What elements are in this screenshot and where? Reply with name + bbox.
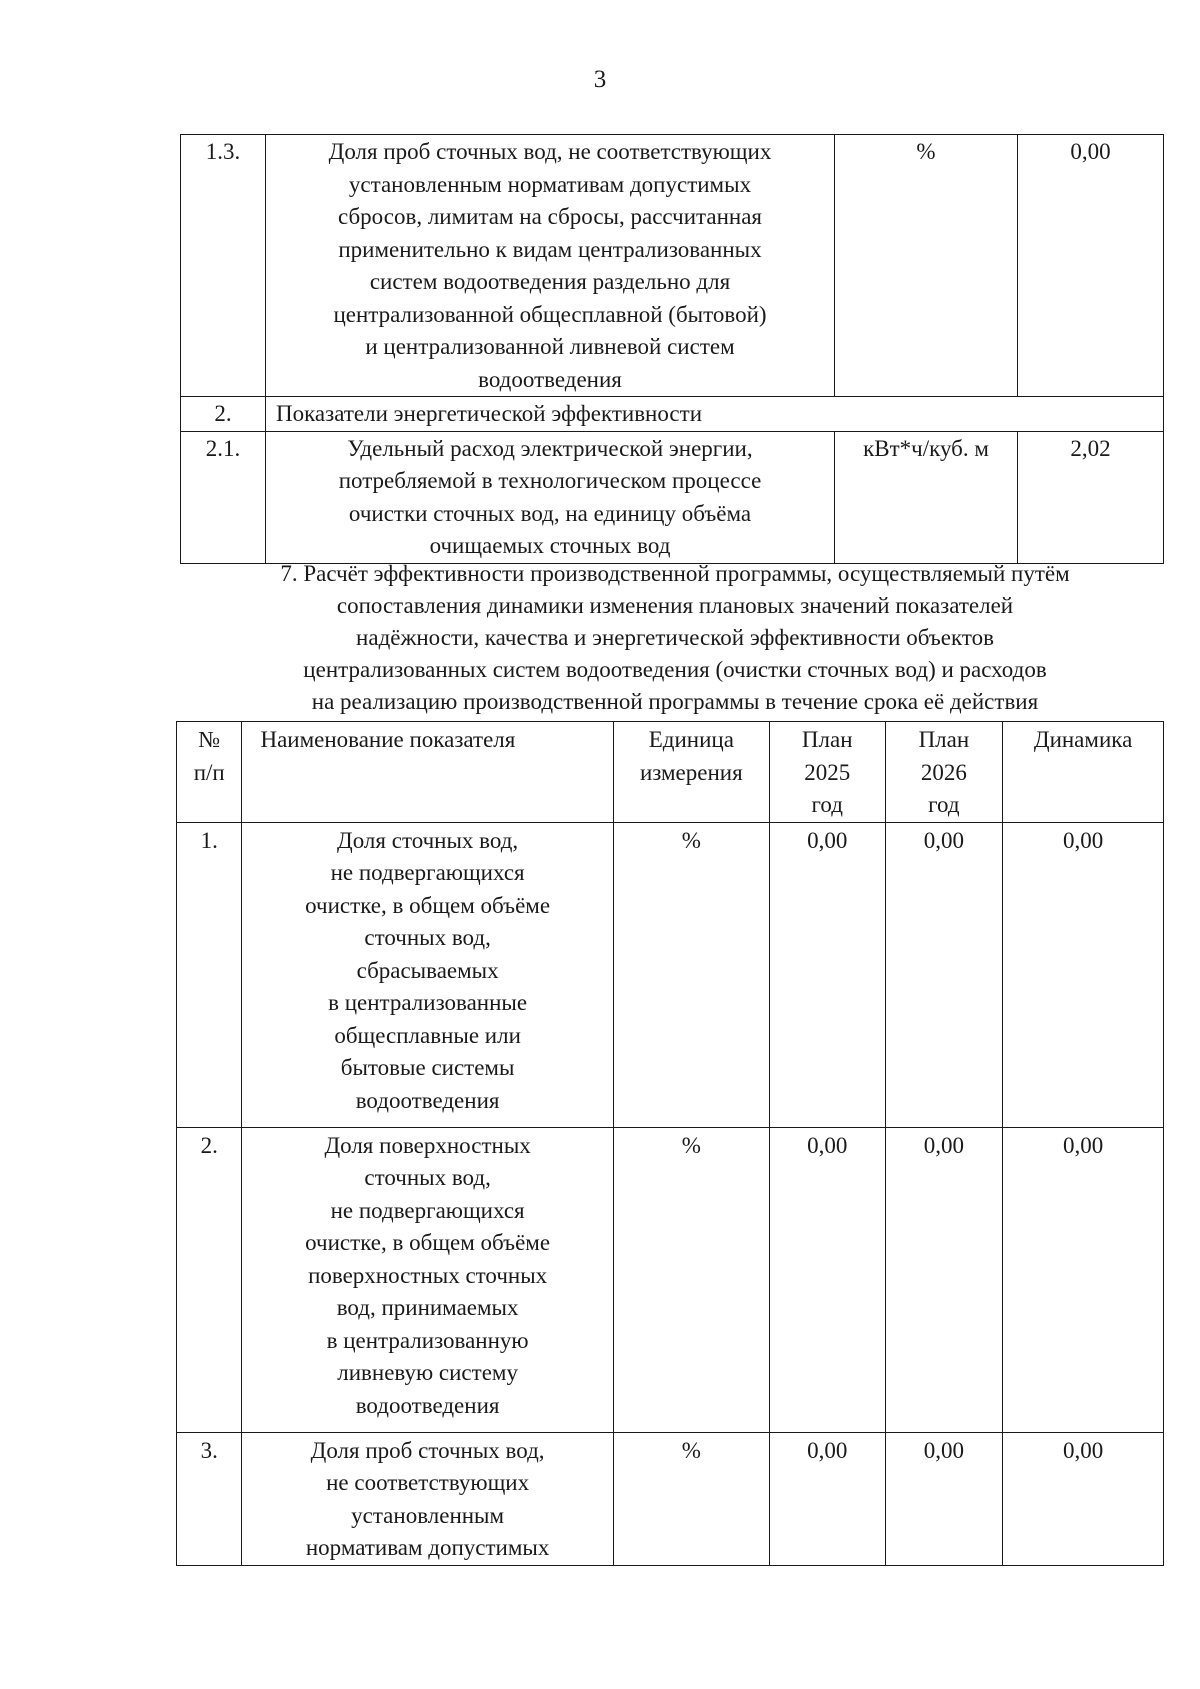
table-row: [181, 431, 1164, 563]
indicator-name-line: сбрасываемых: [356, 957, 499, 983]
table-header-row: [177, 722, 1164, 823]
indicator-name-line: не подвергающихся: [330, 860, 525, 885]
heading-line: централизованных систем водоотведения (очистки сточных вод) и расходов: [303, 657, 1047, 682]
indicator-name-line: установленным: [351, 1502, 505, 1528]
plan-2025-cell: 0,00: [769, 1127, 885, 1432]
plan-2026-cell: 0,00: [885, 1432, 1003, 1565]
header-line: год: [811, 792, 843, 817]
header-number: [177, 722, 242, 823]
row-number: 3.: [177, 1432, 242, 1565]
efficiency-table: [176, 721, 1164, 1566]
indicator-name-line: систем водоотведения раздельно для: [369, 269, 731, 294]
header-line: Единица: [648, 727, 734, 752]
header-plan-2025: [769, 722, 885, 823]
indicator-name: [242, 822, 613, 1127]
indicator-name-line: централизованной общесплавной (бытовой): [333, 301, 767, 327]
plan-2025-cell: 0,00: [769, 1432, 885, 1565]
section-title: Показатели энергетической эффективности: [266, 397, 1164, 432]
header-line: №: [198, 727, 221, 752]
value-cell: 0,00: [1018, 135, 1164, 397]
heading-line: сопоставления динамики изменения плановых значений показателей: [336, 593, 1014, 618]
heading-line: 7. Расчёт эффективности производственной программы, осуществляемый путём: [280, 561, 1070, 586]
value-cell: 2,02: [1018, 431, 1164, 563]
indicators-table-continued: [180, 134, 1164, 564]
header-dynamics: Динамика: [1003, 722, 1164, 823]
dynamics-cell: 0,00: [1003, 822, 1164, 1127]
indicator-name-line: не подвергающихся: [330, 1197, 525, 1223]
indicator-name-line: Удельный расход электрической энергии,: [347, 435, 753, 461]
header-line: измерения: [639, 759, 743, 785]
header-plan-2026: [885, 722, 1003, 823]
header-line: 2025: [804, 759, 851, 785]
indicator-name-line: очистки сточных вод, на единицу объёма: [348, 500, 752, 526]
indicator-name-line: в централизованные: [328, 990, 528, 1015]
indicator-name-line: не соответствующих: [326, 1470, 530, 1495]
unit-cell: %: [613, 1127, 769, 1432]
indicator-name-line: Доля сточных вод,: [337, 827, 519, 853]
indicator-name-line: очищаемых сточных вод: [429, 533, 671, 558]
plan-2026-cell: 0,00: [885, 822, 1003, 1127]
indicator-name-line: установленным нормативам допустимых: [348, 171, 752, 197]
header-line: План: [918, 727, 970, 752]
row-number: 2.: [177, 1127, 242, 1432]
unit-cell: кВт*ч/куб. м: [835, 431, 1018, 563]
indicator-name-line: поверхностных сточных: [308, 1262, 548, 1288]
indicator-name-line: бытовые системы: [340, 1055, 515, 1080]
indicator-name-line: в централизованную: [326, 1327, 529, 1353]
indicator-name: [266, 135, 835, 397]
row-number: 1.: [177, 822, 242, 1127]
indicator-name-line: Доля проб сточных вод,: [310, 1437, 545, 1463]
indicator-name-line: сточных вод,: [364, 925, 491, 950]
table-row: [181, 135, 1164, 397]
unit-cell: %: [613, 822, 769, 1127]
row-number: 1.3.: [181, 135, 266, 397]
indicator-name-line: сбросов, лимитам на сбросы, рассчитанная: [337, 204, 762, 229]
plan-2025-cell: 0,00: [769, 822, 885, 1127]
indicator-name: [242, 1127, 613, 1432]
indicator-name-line: водоотведения: [355, 1392, 500, 1418]
heading-line: надёжности, качества и энергетической эффективности объектов: [356, 625, 994, 650]
indicator-name-line: общесплавные или: [334, 1022, 521, 1048]
section-7-heading: [190, 558, 1160, 718]
unit-cell: %: [835, 135, 1018, 397]
table-row: [177, 822, 1164, 1127]
section-number: 2.: [181, 397, 266, 432]
table-row: [177, 1127, 1164, 1432]
indicator-name-line: сточных вод,: [364, 1165, 491, 1190]
section-row: [181, 397, 1164, 432]
unit-cell: %: [613, 1432, 769, 1565]
dynamics-cell: 0,00: [1003, 1432, 1164, 1565]
dynamics-cell: 0,00: [1003, 1127, 1164, 1432]
header-line: 2026: [920, 759, 967, 785]
indicator-name-line: очистке, в общем объёме: [305, 892, 551, 918]
indicator-name-line: водоотведения: [355, 1087, 500, 1113]
indicator-name-line: Доля проб сточных вод, не соответствующих: [328, 139, 772, 164]
table-row: [177, 1432, 1164, 1565]
indicator-name-line: водоотведения: [478, 366, 622, 392]
row-number: 2.1.: [181, 431, 266, 563]
header-unit: [613, 722, 769, 823]
indicator-name-line: Доля поверхностных: [324, 1132, 531, 1158]
plan-2026-cell: 0,00: [885, 1127, 1003, 1432]
indicator-name-line: потребляемой в технологическом процессе: [338, 468, 762, 493]
indicator-name-line: и централизованной ливневой систем: [365, 334, 735, 359]
page-number: 3: [593, 66, 607, 93]
indicator-name-line: вод, принимаемых: [336, 1295, 519, 1320]
indicator-name-line: нормативам допустимых: [305, 1535, 550, 1560]
indicator-name: [266, 431, 835, 563]
header-line: п/п: [193, 759, 225, 785]
indicator-name-line: применительно к видам централизованных: [338, 236, 762, 262]
header-line: год: [928, 792, 960, 817]
header-line: План: [801, 727, 853, 752]
indicator-name-line: ливневую систему: [337, 1360, 518, 1385]
heading-line: на реализацию производственной программы в течение срока её действия: [311, 689, 1039, 714]
indicator-name: [242, 1432, 613, 1565]
indicator-name-line: очистке, в общем объёме: [305, 1230, 551, 1255]
header-indicator-name: Наименование показателя: [242, 722, 613, 823]
